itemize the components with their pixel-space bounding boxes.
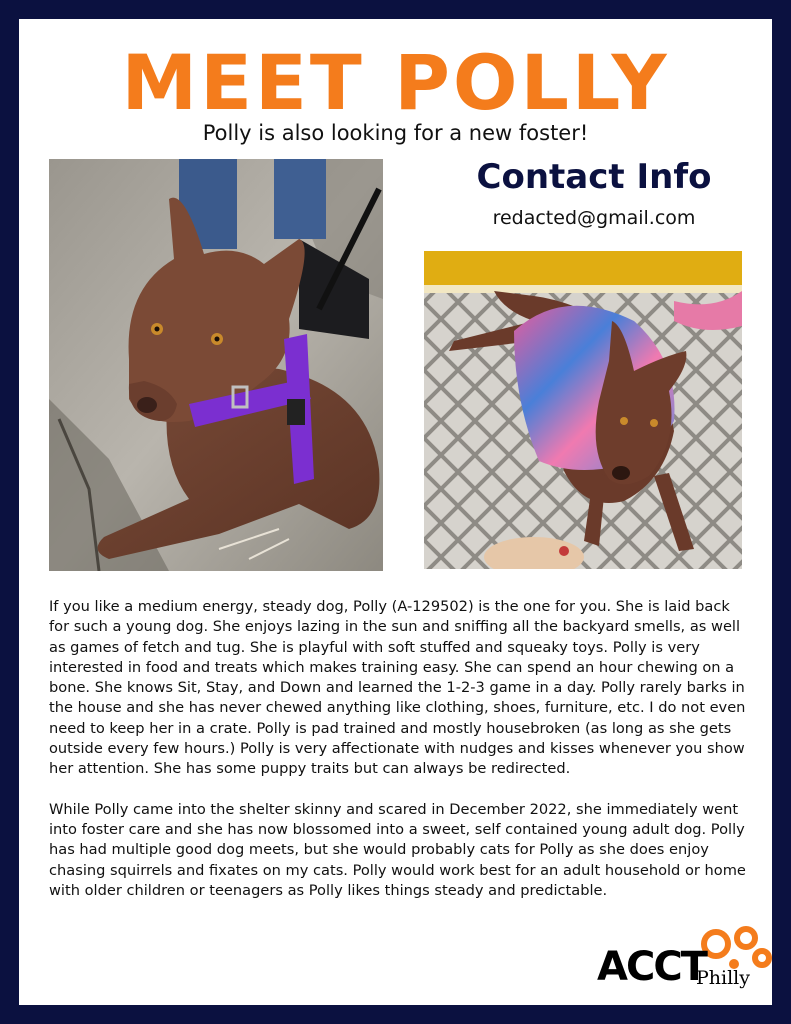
bio-paragraph-1: If you like a medium energy, steady dog, Polly (A-129502) is the one for you. She is laid back for such a young dog. She enjoys lazing in the sun and sniffing all the backyard smells, as well as games of fetch and tug. She is playful with soft stuffed and squeaky toys. Polly is very interested in food and treats which makes training easy. She can spend an hour chewing on a bone. She knows Sit, Stay, and Down and learned the 1-2-3 game in a day. Polly rarely barks in the house and she has never chewed anything like clothing, shoes, furniture, etc. I do not even need to keep her in a crate. Polly is pad trained and mostly housebroken (as long as she gets outside every few hours.) Polly is very affectionate with nudges and kisses whenever you show her attention. She has some puppy traits but can always be redirected. [49, 598, 746, 778]
dog-in-tie-dye-hoodie-photo [424, 251, 742, 569]
flyer-subtitle: Polly is also looking for a new foster! [202, 121, 589, 145]
acct-philly-logo [594, 924, 769, 999]
flyer-title: MEET POLLY [121, 38, 670, 127]
bio-text [49, 597, 749, 921]
logo-philly-text: Philly [696, 967, 750, 989]
dog-in-purple-harness-photo [49, 159, 383, 571]
contact-heading: Contact Info [476, 157, 712, 197]
logo-acct-text: ACCT [597, 944, 706, 990]
bio-paragraph-2: While Polly came into the shelter skinny and scared in December 2022, she immediately went into foster care and she has now blossomed into a sweet, self contained young adult dog. Polly has had multiple good dog meets, but she would probably cats for Polly as she does enjoy chasing squirrels and fixates on my cats. Polly would work best for an adult household or home with older children or teenagers as Polly likes things steady and predictable. [49, 800, 746, 899]
flyer-page [19, 19, 772, 1005]
contact-email: redacted@gmail.com [492, 207, 696, 229]
